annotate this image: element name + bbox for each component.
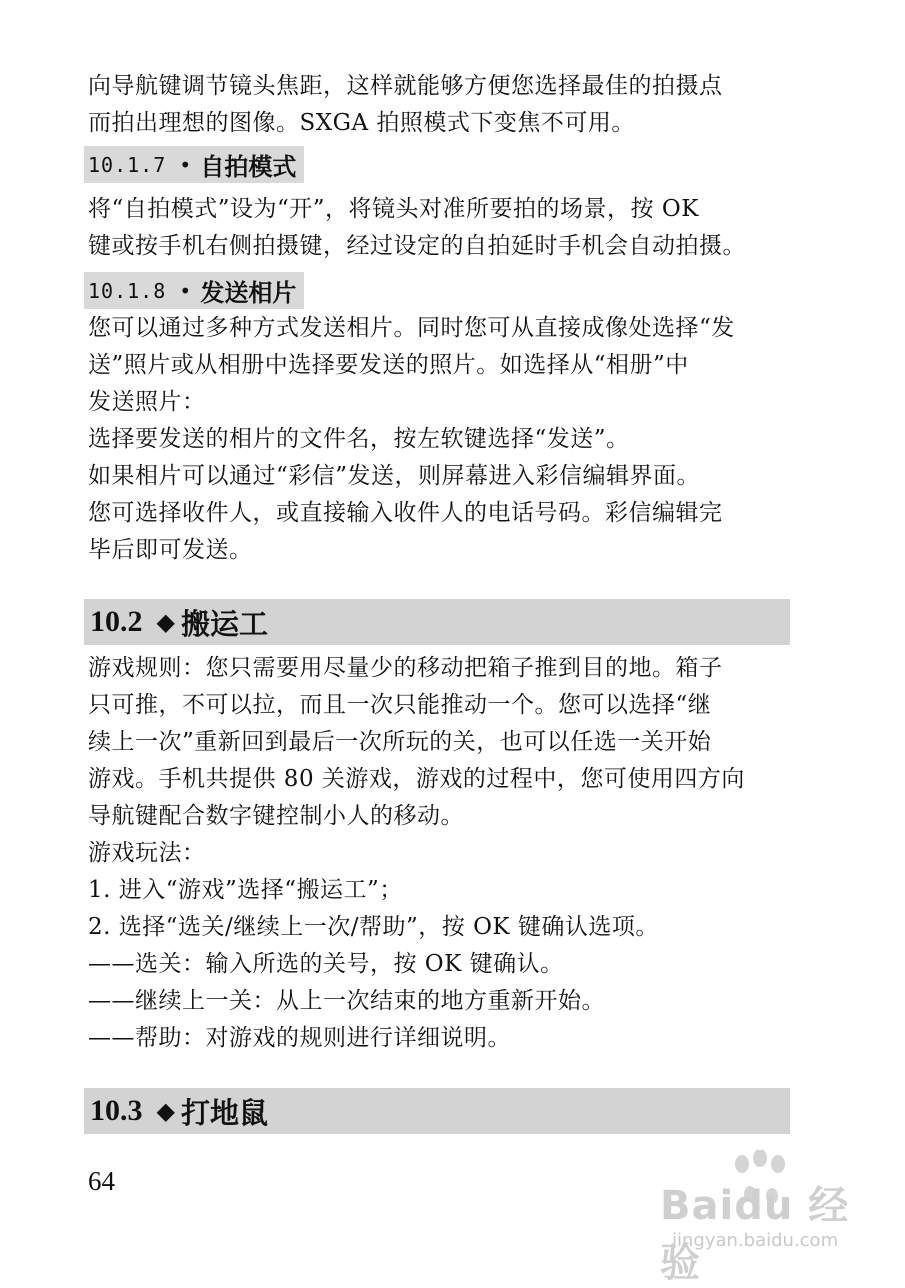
text-line: 1. 进入“游戏”选择“搬运工”； — [88, 877, 403, 903]
section-number: 10.2 — [90, 605, 143, 638]
diamond-icon: ◆ — [156, 1097, 175, 1125]
paragraph-sokoban — [88, 650, 790, 1057]
text-line: 发送照片： — [88, 389, 206, 415]
section-heading-10-3 — [84, 1088, 790, 1134]
text-line: ——继续上一关：从上一次结束的地方重新开始。 — [88, 988, 605, 1014]
diamond-icon: ◆ — [156, 608, 175, 636]
heading-10-1-7 — [84, 146, 304, 183]
heading-number: 10.1.8 • — [88, 278, 193, 303]
heading-10-1-8 — [84, 272, 304, 309]
text-line: 选择要发送的相片的文件名，按左软键选择“发送”。 — [88, 426, 630, 452]
paragraph-self-timer — [88, 191, 790, 265]
section-heading-10-2 — [84, 599, 790, 645]
watermark — [650, 1150, 890, 1286]
text-line: 毕后即可发送。 — [88, 537, 253, 563]
watermark-url: jingyan.baidu.com — [672, 1230, 839, 1251]
text-line: 送”照片或从相册中选择要发送的照片。如选择从“相册”中 — [88, 352, 689, 378]
text-line: 续上一次”重新回到最后一次所玩的关，也可以任选一关开始 — [88, 729, 712, 755]
text-line: 向导航键调节镜头焦距，这样就能够方便您选择最佳的拍摄点 — [88, 73, 723, 99]
section-number: 10.3 — [90, 1094, 143, 1127]
text-line: 2. 选择“选关/继续上一次/帮助”，按 OK 键确认选项。 — [88, 914, 659, 940]
text-line: 而拍出理想的图像。SXGA 拍照模式下变焦不可用。 — [88, 110, 635, 136]
text-line: 如果相片可以通过“彩信”发送，则屏幕进入彩信编辑界面。 — [88, 463, 701, 489]
text-line: 游戏。手机共提供 80 关游戏，游戏的过程中，您可使用四方向 — [88, 766, 745, 792]
text-line: 您可选择收件人，或直接输入收件人的电话号码。彩信编辑完 — [88, 500, 723, 526]
heading-title: 发送相片 — [200, 279, 297, 307]
page-number: 64 — [88, 1166, 115, 1196]
section-title: 打地鼠 — [180, 1095, 268, 1130]
section-title: 搬运工 — [180, 606, 268, 641]
text-line: 游戏玩法： — [88, 840, 206, 866]
text-line: 将“自拍模式”设为“开”，将镜头对准所要拍的场景，按 OK — [88, 196, 699, 222]
text-line: ——选关：输入所选的关号，按 OK 键确认。 — [88, 951, 564, 977]
text-line: 导航键配合数字键控制小人的移动。 — [88, 803, 464, 829]
paragraph-send-photo — [88, 310, 790, 569]
heading-title: 自拍模式 — [200, 153, 297, 181]
text-line: 只可推，不可以拉，而且一次只能推动一个。您可以选择“继 — [88, 692, 712, 718]
intro-paragraph — [88, 68, 790, 142]
text-line: 您可以通过多种方式发送相片。同时您可从直接成像处选择“发 — [88, 315, 735, 341]
text-line: 游戏规则：您只需要用尽量少的移动把箱子推到目的地。箱子 — [88, 655, 723, 681]
text-line: ——帮助：对游戏的规则进行详细说明。 — [88, 1025, 511, 1051]
heading-number: 10.1.7 • — [88, 152, 193, 177]
text-line: 键或按手机右侧拍摄键，经过设定的自拍延时手机会自动拍摄。 — [88, 233, 746, 259]
watermark-brand: Baidu 经验 — [660, 1183, 850, 1286]
